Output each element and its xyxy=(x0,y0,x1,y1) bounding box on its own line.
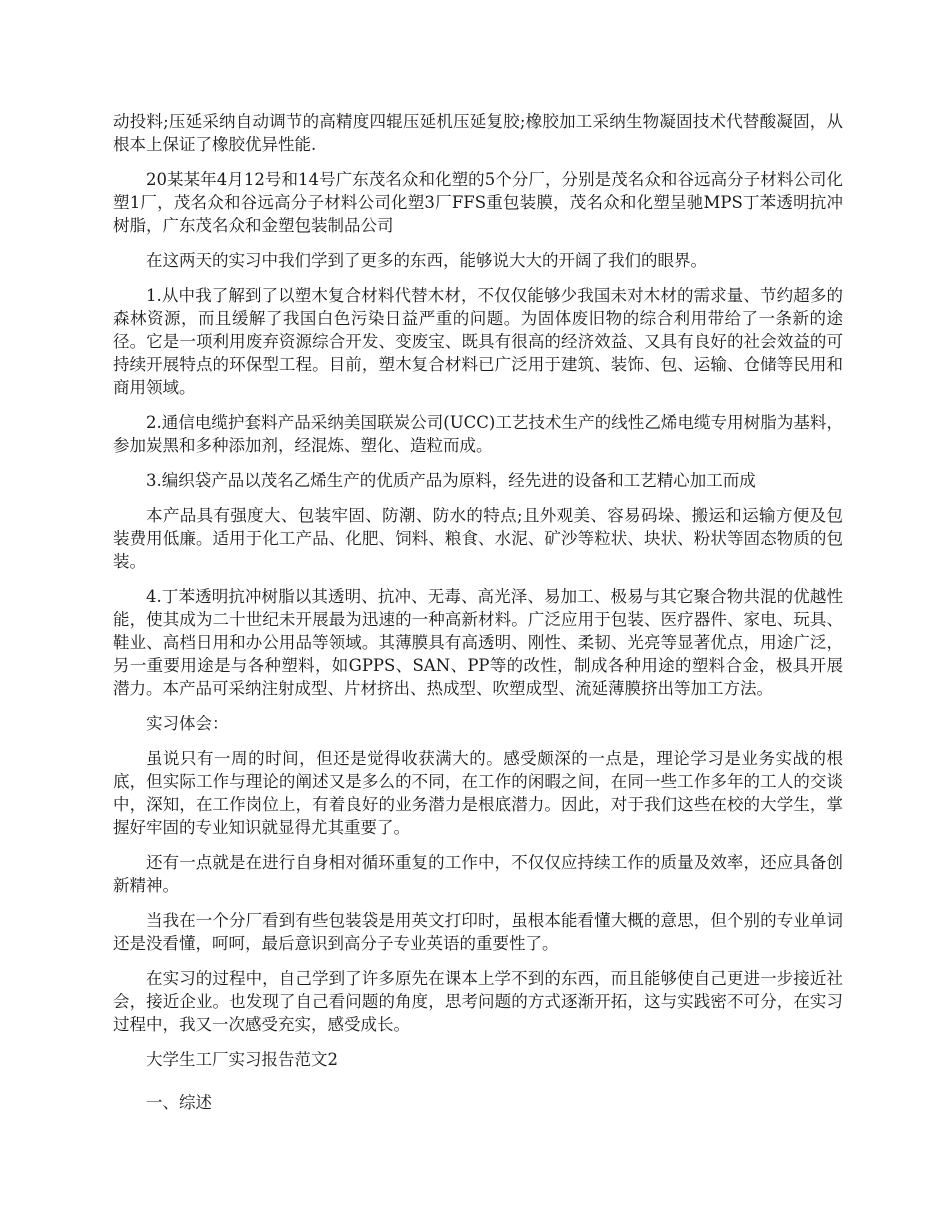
section-title: 大学生工厂实习报告范文2 xyxy=(146,1050,338,1069)
paragraph-experience-1: 虽说只有一周的时间，但还是觉得收获满大的。感受颇深的一点是，理论学习是业务实战的根底，但实际工作与理论的阐述又是多么的不同，在工作的闲暇之间，在同一些工作多年的工人的交谈中，深知，在工作岗位上，有着良好的业务潜力是根底潜力。因此，对于我们这些在校的大学生，掌握好牢固的专业知识就显得尤其重要了。 xyxy=(113,749,843,837)
paragraph-intro: 在这两天的实习中我们学到了更多的东西，能够说大大的开阔了我们的眼界。 xyxy=(146,251,707,270)
subsection-title: 一、综述 xyxy=(146,1093,212,1112)
paragraph-experience-2: 还有一点就是在进行自身相对循环重复的工作中，不仅仅应持续工作的质量及效率，还应具备创新精神。 xyxy=(113,853,843,895)
paragraph-item-2: 2.通信电缆护套料产品采纳美国联炭公司(UCC)工艺技术生产的线性乙烯电缆专用树脂为基料，参加炭黑和多种添加剂，经混炼、塑化、造粒而成。 xyxy=(113,413,843,455)
paragraph-item-4: 4.丁苯透明抗冲树脂以其透明、抗冲、无毒、高光泽、易加工、极易与其它聚合物共混的优越性能，使其成为二十世纪未开展最为迅速的一种高新材料。广泛应用于包装、医疗器件、家电、玩具、鞋业、高档日用和办公用品等领域。其薄膜具有高透明、刚性、柔韧、光亮等显著优点，用途广泛，另一重要用途是与各种塑料，如GPPS、SAN、PP等的改性，制成各种用途的塑料合金，极具开展潜力。本产品可采纳注射成型、片材挤出、热成型、吹塑成型、流延薄膜挤出等加工方法。 xyxy=(113,587,843,698)
paragraph-item-1: 1.从中我了解到了以塑木复合材料代替木材，不仅仅能够少我国未对木材的需求量、节约超多的森林资源，而且缓解了我国白色污染日益严重的问题。为固体废旧物的综合利用带给了一条新的途径。它是一项利用废弃资源综合开发、变废宝、既具有很高的经济效益、又具有良好的社会效益的可持续开展特点的环保型工程。目前，塑木复合材料已广泛用于建筑、装饰、包、运输、仓储等民用和商用领域。 xyxy=(113,286,843,397)
paragraph-product-desc: 本产品具有强度大、包装牢固、防潮、防水的特点;且外观美、容易码垛、搬运和运输方便及包装费用低廉。适用于化工产品、化肥、饲料、粮食、水泥、矿沙等粒状、块状、粉状等固态物质的包装。 xyxy=(113,506,843,571)
paragraph-factories: 20某某年4月12号和14号广东茂名众和化塑的5个分厂，分别是茂名众和谷远高分子材料公司化塑1厂，茂名众和谷远高分子材料公司化塑3厂FFS重包装膜，茂名众和化塑呈驰MPS丁苯透明抗冲树脂，广东茂名众和金塑包装制品公司 xyxy=(113,170,843,235)
paragraph-experience-3: 当我在一个分厂看到有些包装袋是用英文打印时，虽根本能看懂大概的意思，但个别的专业单词还是没看懂，呵呵，最后意识到高分子专业英语的重要性了。 xyxy=(113,911,843,953)
paragraph-item-3: 3.编织袋产品以茂名乙烯生产的优质产品为原料，经先进的设备和工艺精心加工而成 xyxy=(146,471,756,490)
paragraph-experience-4: 在实习的过程中，自己学到了许多原先在课本上学不到的东西，而且能够使自己更进一步接近社会，接近企业。也发现了自己看问题的角度，思考问题的方式逐渐开拓，这与实践密不可分，在实习过程中，我又一次感受充实，感受成长。 xyxy=(113,969,843,1034)
paragraph-experience-label: 实习体会： xyxy=(146,714,229,733)
document-page xyxy=(113,110,843,1134)
paragraph-continuation: 动投料;压延采纳自动调节的高精度四辊压延机压延复胶;橡胶加工采纳生物凝固技术代替酸凝固，从根本上保证了橡胶优异性能. xyxy=(113,112,843,154)
